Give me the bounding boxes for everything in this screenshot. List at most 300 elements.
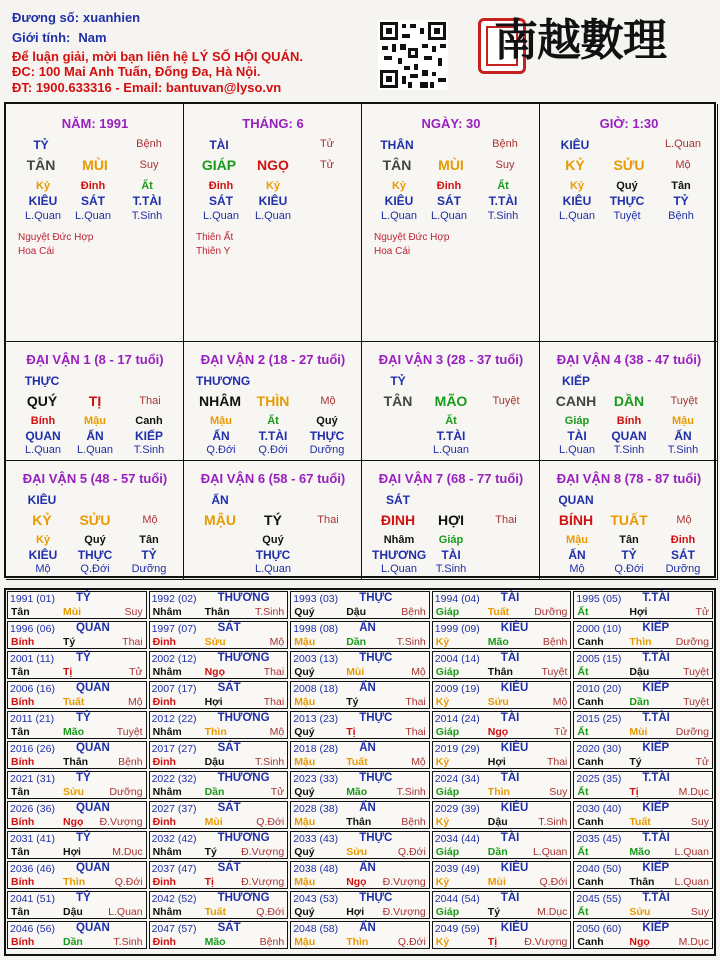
year-god: THƯƠNG (217, 832, 270, 844)
year-stage: Suy (690, 906, 709, 918)
year-label: 2026 (36) (10, 803, 55, 815)
year-stem: Đinh (152, 636, 176, 648)
year-stage: Tuyệt (541, 666, 568, 678)
year-god: THỰC (359, 592, 393, 604)
year-branch: Ngọ (629, 936, 650, 948)
pillar-branch: NGỌ (257, 157, 289, 173)
year-branch: Tị (487, 936, 498, 948)
year-god: TỶ (76, 712, 91, 724)
hidden-stage: Q.Đới (206, 444, 236, 456)
daivan-branch: MÃO (434, 393, 468, 409)
year-god: SÁT (217, 622, 241, 634)
year-stem: Quý (294, 606, 315, 618)
year-cell (149, 861, 289, 889)
hidden-stage: T.Sinh (613, 444, 645, 456)
year-branch: Dần (629, 696, 650, 708)
year-god: KIÊU (500, 802, 529, 814)
year-label: 2028 (38) (293, 803, 339, 815)
year-label: 2036 (46) (10, 863, 55, 875)
pillar-cell (6, 104, 184, 342)
year-stage: Tử (270, 786, 285, 798)
year-stem: Quý (294, 906, 315, 918)
year-stage: Q.Đới (397, 936, 426, 948)
year-stem: Đinh (152, 756, 176, 768)
hidden-stem: Bính (616, 415, 642, 427)
year-stem: Giáp (435, 606, 460, 618)
year-stage: Bệnh (401, 816, 426, 828)
year-god: KIÊU (500, 622, 529, 634)
year-god: SÁT (217, 802, 241, 814)
year-label: 2034 (44) (434, 833, 480, 845)
year-god: THƯƠNG (217, 892, 270, 904)
year-stem: Giáp (435, 726, 460, 738)
year-stem: Mậu (294, 756, 316, 768)
daivan-title: ĐẠI VẬN 8 (78 - 87 tuổi) (556, 471, 702, 486)
hidden-stage: T.Sinh (435, 563, 467, 575)
year-stem: Giáp (435, 906, 460, 918)
year-stage: T.Sinh (113, 936, 143, 948)
year-stem: Giáp (435, 786, 460, 798)
hidden-stage: L.Quan (74, 210, 112, 222)
year-label: 2040 (50) (576, 863, 622, 875)
hidden-god: T.TÀI (258, 429, 288, 443)
year-stage: Đ.Vượng (99, 816, 143, 828)
year-stage: Dưỡng (109, 786, 143, 798)
year-stage: Q.Đới (114, 876, 143, 888)
year-stage: Dưỡng (534, 606, 568, 618)
year-stem: Bính (11, 876, 35, 888)
year-label: 2014 (24) (434, 713, 480, 725)
year-god: T.TÀI (642, 892, 670, 904)
pillar-stat-1: Bệnh (136, 138, 162, 150)
hidden-stem: Mậu (210, 415, 232, 427)
year-branch: Hợi (63, 846, 81, 858)
year-stem: Đinh (152, 936, 176, 948)
year-branch: Tý (346, 696, 359, 708)
hidden-stem: Ất (141, 180, 153, 192)
hidden-stem: Mậu (672, 415, 694, 427)
year-branch: Dậu (204, 756, 225, 768)
hidden-god: QUAN (25, 429, 61, 443)
year-stem: Nhâm (152, 786, 182, 798)
pillar-note: Nguyệt Đức Hợp (374, 232, 450, 243)
year-branch: Thìn (629, 636, 652, 648)
hidden-god: THỰC (255, 548, 291, 562)
year-stage: L.Quan (674, 876, 709, 888)
year-stage: L.Quan (674, 846, 709, 858)
year-stem: Canh (577, 936, 604, 948)
hidden-god: TỶ (141, 548, 157, 562)
year-stage: Thai (405, 726, 426, 738)
pillar-stat-2: Suy (495, 159, 515, 171)
hidden-stage: T.Sinh (131, 210, 163, 222)
gender-line: Giới tính: Nam (12, 30, 107, 45)
hidden-stage: Dưỡng (131, 563, 167, 575)
year-god: KIẾP (642, 922, 670, 934)
year-god: KIÊU (500, 862, 529, 874)
year-stem: Nhâm (152, 666, 182, 678)
daivan-god: TỶ (390, 374, 406, 388)
pillar-cell (362, 104, 540, 342)
year-branch: Mão (629, 846, 651, 858)
year-stage: Mộ (411, 756, 426, 768)
year-cell (432, 861, 572, 889)
year-label: 2021 (31) (10, 773, 55, 785)
year-stage: Đ.Vượng (524, 936, 568, 948)
year-stage: Thai (405, 696, 426, 708)
year-cell (7, 711, 147, 739)
year-god: T.TÀI (642, 592, 670, 604)
year-god: THỰC (359, 892, 393, 904)
hidden-stem: Tân (671, 180, 691, 192)
year-cell (7, 741, 147, 769)
year-god: QUAN (76, 922, 110, 934)
year-branch: Tị (629, 786, 639, 798)
year-label: 2020 (30) (576, 743, 622, 755)
year-label: 2013 (23) (293, 713, 339, 725)
logo: 南越數理 (494, 15, 666, 66)
year-stage: Dưỡng (675, 636, 709, 648)
hidden-stage: L.Quan (430, 210, 468, 222)
year-god: T.TÀI (642, 772, 670, 784)
year-god: SÁT (217, 862, 241, 874)
hidden-stage: L.Quan (380, 563, 418, 575)
year-label: 2018 (28) (293, 743, 339, 755)
year-stage: Bệnh (118, 756, 143, 768)
year-god: THƯƠNG (217, 652, 270, 664)
year-cell (149, 831, 289, 859)
year-stem: Canh (577, 876, 604, 888)
year-cell (290, 651, 430, 679)
year-cell (432, 591, 572, 619)
year-branch: Dần (204, 786, 225, 798)
year-stem: Nhâm (152, 846, 182, 858)
hidden-god: T.TÀI (488, 194, 518, 208)
year-stage: Đ.Vượng (382, 876, 426, 888)
year-god: THỰC (359, 772, 393, 784)
year-god: THƯƠNG (217, 712, 270, 724)
year-label: 2041 (51) (10, 893, 55, 905)
pillar-cell (540, 104, 718, 342)
hidden-stage: T.Sinh (667, 444, 699, 456)
year-god: ẤN (359, 862, 376, 874)
year-stem: Tân (11, 726, 30, 738)
hidden-stage: L.Quan (380, 210, 418, 222)
year-label: 2039 (49) (434, 863, 480, 875)
daivan-branch: THÌN (256, 393, 290, 409)
year-stage: Q.Đới (539, 876, 568, 888)
year-label: 2004 (14) (434, 653, 480, 665)
daivan-god: QUAN (558, 493, 594, 507)
year-cell (7, 681, 147, 709)
daivan-stat: Mộ (676, 514, 692, 526)
year-stem: Mậu (294, 696, 316, 708)
year-cell (290, 831, 430, 859)
year-cell (7, 771, 147, 799)
pillar-title: NĂM: 1991 (61, 116, 129, 131)
year-stage: Đ.Vượng (382, 906, 426, 918)
year-label: 1994 (04) (434, 593, 480, 605)
year-stem: Giáp (435, 666, 460, 678)
year-cell (432, 651, 572, 679)
year-cell (290, 921, 430, 949)
year-god: T.TÀI (642, 712, 670, 724)
year-stem: Tân (11, 666, 30, 678)
year-stem: Tân (11, 906, 30, 918)
year-branch: Tuất (629, 816, 651, 828)
year-stage: Bệnh (401, 606, 426, 618)
year-cell (290, 741, 430, 769)
year-stage: Mộ (269, 636, 285, 648)
year-label: 2035 (45) (576, 833, 622, 845)
hidden-god: QUAN (611, 429, 647, 443)
daivan-god: KIÊU (27, 493, 57, 507)
year-cell (290, 591, 430, 619)
hidden-stem: Quý (262, 534, 284, 546)
year-branch: Hợi (346, 906, 365, 918)
hidden-god: ẤN (212, 429, 230, 443)
year-label: 1999 (09) (434, 623, 480, 635)
hidden-stage: Dưỡng (665, 563, 701, 575)
contact-line-1: Để luận giải, mời bạn liên hệ LÝ SỐ HỘI QUÁN. (12, 49, 303, 64)
year-stage: Mộ (411, 666, 426, 678)
year-cell (7, 651, 147, 679)
daivan-cell (6, 342, 184, 461)
hidden-god: KIÊU (28, 548, 58, 562)
year-branch: Ngọ (487, 726, 509, 738)
daivan-title: ĐẠI VẬN 7 (68 - 77 tuổi) (378, 471, 524, 486)
year-stem: Canh (577, 816, 604, 828)
year-label: 2025 (35) (576, 773, 622, 785)
hidden-stem: Đinh (208, 180, 234, 192)
year-god: THƯƠNG (217, 592, 270, 604)
year-cell (573, 651, 713, 679)
year-cell (573, 771, 713, 799)
hidden-stage: L.Quan (202, 210, 240, 222)
year-branch: Tị (204, 876, 214, 888)
year-label: 2027 (37) (151, 803, 197, 815)
year-label: 2023 (33) (293, 773, 339, 785)
year-cell (290, 711, 430, 739)
daivan-stem: TÂN (383, 393, 413, 409)
year-stage: Tử (553, 726, 568, 738)
daivan-stem: QUÝ (26, 393, 58, 409)
year-cell (149, 771, 289, 799)
contact-line-3: ĐT: 1900.633316 - Email: bantuvan@lyso.vn (12, 80, 282, 95)
year-label: 1996 (06) (10, 623, 55, 635)
year-cell (573, 831, 713, 859)
year-stage: Bệnh (259, 936, 285, 948)
year-label: 2050 (60) (576, 923, 622, 935)
year-branch: Mão (63, 726, 84, 738)
year-branch: Tý (63, 636, 76, 648)
year-branch: Sửu (204, 636, 226, 648)
hidden-stage: T.Sinh (133, 444, 165, 456)
hidden-stem: Canh (135, 415, 163, 427)
year-stem: Đinh (152, 876, 176, 888)
year-stage: Suy (549, 786, 568, 798)
year-stage: T.Sinh (538, 816, 568, 828)
year-stem: Tân (11, 846, 30, 858)
pillar-stat-1: Tử (319, 138, 335, 150)
year-branch: Sửu (487, 696, 509, 708)
year-stage: Suy (124, 606, 143, 618)
year-god: KIÊU (500, 922, 529, 934)
year-branch: Mùi (629, 726, 648, 738)
year-stem: Kỷ (435, 816, 450, 828)
year-god: ẤN (359, 802, 376, 814)
pillar-branch: MÙI (438, 157, 464, 173)
hidden-stage: Bệnh (668, 210, 694, 222)
year-stage: M.Dục (678, 786, 709, 798)
year-stage: Tuyệt (116, 726, 143, 738)
year-branch: Tị (346, 726, 356, 738)
year-god: QUAN (76, 742, 110, 754)
hidden-god: SÁT (671, 548, 695, 562)
year-stem: Kỷ (435, 636, 450, 648)
year-god: KIẾP (642, 622, 670, 634)
hidden-stem: Quý (84, 534, 106, 546)
year-cell (573, 681, 713, 709)
hidden-god: KIÊU (562, 194, 592, 208)
hidden-stage: L.Quan (254, 563, 292, 575)
year-branch: Sửu (629, 906, 651, 918)
year-stage: Tử (695, 756, 709, 768)
year-branch: Tý (204, 846, 217, 858)
pillar-title: NGÀY: 30 (421, 116, 481, 131)
year-label: 2019 (29) (434, 743, 480, 755)
year-branch: Dậu (629, 666, 650, 678)
year-label: 2006 (16) (10, 683, 55, 695)
year-stem: Giáp (435, 846, 460, 858)
year-stage: T.Sinh (255, 756, 285, 768)
year-branch: Ngọ (346, 876, 367, 888)
year-stage: Đ.Vượng (241, 846, 285, 858)
year-stage: Bệnh (542, 636, 568, 648)
year-label: 2016 (26) (10, 743, 55, 755)
year-label: 2003 (13) (293, 653, 339, 665)
yearly-table (4, 588, 716, 956)
year-cell (149, 681, 289, 709)
daivan-branch: SỬU (79, 512, 111, 528)
daivan-stem: MẬU (204, 512, 236, 528)
pillar-note: Nguyệt Đức Hợp (18, 232, 94, 243)
hidden-god: SÁT (81, 194, 105, 208)
year-god: ẤN (359, 682, 376, 694)
hidden-god: THỰC (609, 194, 645, 208)
pillar-god: TỶ (33, 138, 49, 152)
year-label: 2009 (19) (434, 683, 480, 695)
year-stage: M.Dục (112, 846, 143, 858)
year-cell (149, 891, 289, 919)
year-label: 1997 (07) (151, 623, 197, 635)
daivan-god: ẤN (211, 493, 229, 507)
year-cell (573, 591, 713, 619)
year-god: TÀI (500, 592, 520, 604)
year-cell (573, 711, 713, 739)
daivan-stem: CANH (555, 393, 597, 409)
year-branch: Mão (487, 636, 509, 648)
pillar-god: TÀI (209, 138, 229, 152)
year-stage: Tuyệt (683, 666, 709, 678)
year-branch: Thân (629, 876, 655, 888)
year-stage: M.Dục (678, 936, 709, 948)
daivan-title: ĐẠI VẬN 5 (48 - 57 tuổi) (22, 471, 168, 486)
year-stem: Kỷ (435, 756, 450, 768)
year-stem: Nhâm (152, 906, 182, 918)
year-branch: Thìn (487, 786, 510, 798)
year-stem: Kỷ (435, 696, 450, 708)
year-stem: Mậu (294, 636, 316, 648)
year-god: ẤN (359, 622, 376, 634)
pillar-note: Hoa Cái (18, 246, 55, 257)
daivan-cell (184, 342, 362, 461)
daivan-god: THƯƠNG (196, 374, 251, 388)
hidden-stage: L.Quan (24, 210, 62, 222)
year-label: 2022 (32) (151, 773, 197, 785)
year-label: 2001 (11) (10, 653, 55, 665)
year-branch: Tuất (487, 606, 510, 618)
year-god: THỰC (359, 712, 393, 724)
year-branch: Tý (629, 756, 642, 768)
year-cell (149, 711, 289, 739)
year-branch: Hợi (204, 696, 223, 708)
year-label: 2007 (17) (151, 683, 197, 695)
qr-code-icon (378, 20, 448, 90)
year-god: THƯƠNG (217, 772, 270, 784)
hidden-god: TÀI (567, 429, 587, 443)
year-cell (573, 891, 713, 919)
year-cell (7, 591, 147, 619)
hidden-stem: Tân (139, 534, 159, 546)
year-god: QUAN (76, 682, 110, 694)
hidden-stage: Dưỡng (309, 444, 345, 456)
year-god: TÀI (500, 832, 520, 844)
pillar-stat-2: Suy (139, 159, 159, 171)
pillar-note: Thiên Y (196, 246, 231, 257)
year-god: T.TÀI (642, 652, 670, 664)
hidden-stage: L.Quan (76, 444, 114, 456)
year-label: 2024 (34) (434, 773, 480, 785)
year-branch: Thân (487, 666, 513, 678)
hidden-stage: L.Quan (558, 210, 596, 222)
hidden-stage: Mộ (569, 563, 585, 575)
pillar-stat-2: Tử (319, 159, 335, 171)
year-stem: Nhâm (152, 606, 182, 618)
year-god: SÁT (217, 742, 241, 754)
daivan-branch: TUẤT (610, 512, 648, 528)
hidden-stem: Quý (616, 180, 638, 192)
year-label: 2010 (20) (576, 683, 622, 695)
year-cell (432, 921, 572, 949)
year-stage: Q.Đới (256, 816, 285, 828)
daivan-title: ĐẠI VẬN 2 (18 - 27 tuổi) (200, 352, 346, 367)
year-cell (7, 861, 147, 889)
year-god: ẤN (359, 922, 376, 934)
year-branch: Dậu (346, 606, 367, 618)
year-branch: Tuất (346, 756, 368, 768)
hidden-god: THỰC (309, 429, 345, 443)
pillar-stat-1: L.Quan (664, 138, 702, 150)
daivan-stat: Thai (139, 395, 161, 407)
year-cell (149, 591, 289, 619)
year-label: 2017 (27) (151, 743, 197, 755)
year-stage: Tử (129, 666, 143, 678)
year-cell (573, 621, 713, 649)
year-stem: Bính (11, 636, 35, 648)
hidden-god: KIÊU (258, 194, 288, 208)
year-label: 2012 (22) (151, 713, 197, 725)
